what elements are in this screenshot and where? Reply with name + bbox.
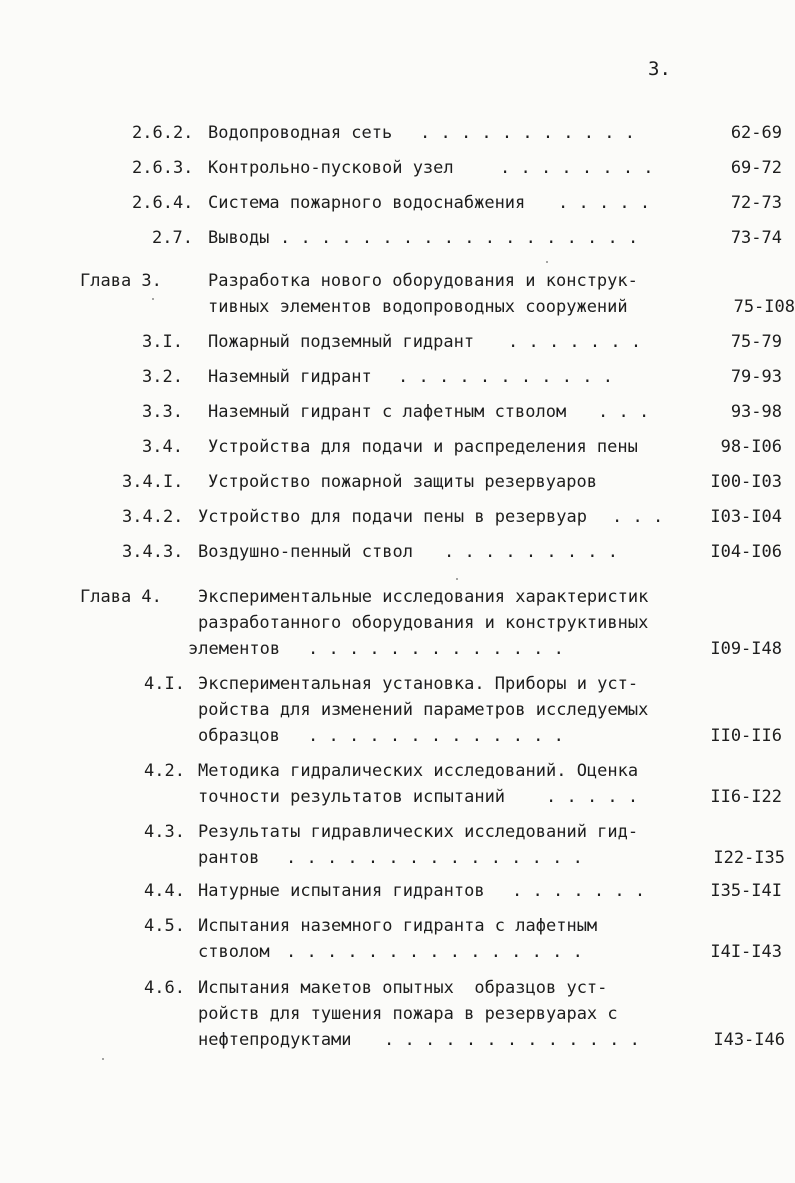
dot-leader: . . . . . . . . . — [444, 542, 618, 562]
toc-title: Устройство для подачи пены в резервуар — [198, 507, 587, 527]
toc-number: 4.3. — [144, 822, 185, 842]
toc-title-line: ройства для изменений параметров исследуемых — [198, 700, 649, 720]
dot-leader: . . . . . . . . . . . . . — [384, 1030, 640, 1050]
dot-leader: . . . . . . . . . . . . . . . — [286, 848, 583, 868]
toc-title: Наземный гидрант с лафетным стволом — [208, 402, 567, 422]
toc-title: Система пожарного водоснабжения — [208, 193, 526, 213]
chapter-title-line: Разработка нового оборудования и конструк- — [208, 271, 638, 291]
toc-pages: 69-72 — [730, 158, 782, 178]
toc-title: Водопроводная сеть — [208, 123, 393, 143]
toc-number: 3.4.2. — [122, 507, 184, 527]
toc-title: Устройства для подачи и распределения пены — [208, 437, 638, 457]
toc-number: 3.4. — [142, 437, 183, 457]
toc-number: 4.4. — [144, 881, 185, 901]
toc-pages: 62-69 — [730, 123, 782, 143]
toc-number: 4.I. — [144, 674, 185, 694]
toc-pages: 75-I08 — [733, 297, 795, 317]
chapter-number: Глава 4. — [80, 587, 162, 607]
dot-leader: . . . . . . . . . . . . . — [308, 726, 564, 746]
dot-leader: . . . . . . . . . . . . . — [308, 639, 564, 659]
toc-title-line: Методика гидралических исследований. Оценка — [198, 761, 639, 781]
toc-title: Контрольно-пусковой узел — [208, 158, 454, 178]
toc-number: 2.6.3. — [132, 158, 194, 178]
toc-pages: I09-I48 — [710, 639, 782, 659]
toc-pages: 79-93 — [730, 367, 782, 387]
scan-speck — [102, 1058, 104, 1060]
toc-number: 4.6. — [144, 978, 185, 998]
toc-number: 4.2. — [144, 761, 185, 781]
toc-number: 3.I. — [142, 332, 183, 352]
toc-title: Воздушно-пенный ствол — [198, 542, 413, 562]
toc-number: 2.6.4. — [132, 193, 194, 213]
toc-title: Выводы — [208, 228, 270, 248]
toc-pages: 93-98 — [730, 402, 782, 422]
toc-title-line: стволом — [198, 942, 270, 962]
dot-leader: . . . . . . . . . . . — [420, 123, 635, 143]
toc-title-line: точности результатов испытаний — [198, 787, 506, 807]
toc-number: 4.5. — [144, 916, 185, 936]
toc-title-line: образцов — [198, 726, 280, 746]
dot-leader: . . . — [598, 402, 650, 422]
toc-pages: I4I-I43 — [710, 942, 782, 962]
dot-leader: . . . . . — [546, 787, 639, 807]
dot-leader: . . . . . . . . — [500, 158, 654, 178]
scan-speck — [546, 261, 548, 263]
toc-pages: II6-I22 — [710, 787, 782, 807]
toc-number: 3.4.3. — [122, 542, 184, 562]
toc-pages: I22-I35 — [713, 848, 785, 868]
toc-number: 3.3. — [142, 402, 183, 422]
toc-title: Наземный гидрант — [208, 367, 372, 387]
page-number: 3. — [648, 58, 671, 80]
chapter-title-line: Экспериментальные исследования характеристик — [198, 587, 649, 607]
toc-title-line: Результаты гидравлических исследований гид- — [198, 822, 639, 842]
toc-title-line: ройств для тушения пожара в резервуарах с — [198, 1004, 618, 1024]
chapter-number: Глава 3. — [80, 271, 162, 291]
toc-title-line: рантов — [198, 848, 260, 868]
toc-pages: 98-I06 — [720, 437, 782, 457]
toc-pages: 75-79 — [730, 332, 782, 352]
chapter-title-line: тивных элементов водопроводных сооружений — [208, 297, 628, 317]
toc-number: 2.6.2. — [132, 123, 194, 143]
toc-pages: I35-I4I — [710, 881, 782, 901]
toc-number: 2.7. — [152, 228, 193, 248]
toc-pages: I00-I03 — [710, 472, 782, 492]
toc-title-line: Испытания наземного гидранта с лафетным — [198, 916, 598, 936]
toc-pages: I04-I06 — [710, 542, 782, 562]
toc-number: 3.2. — [142, 367, 183, 387]
toc-title: Устройство пожарной защиты резервуаров — [208, 472, 597, 492]
dot-leader: . . . . . — [558, 193, 651, 213]
toc-pages: II0-II6 — [710, 726, 782, 746]
dot-leader: . . . . . . . . . . . . . . . — [286, 942, 583, 962]
dot-leader: . . . . . . . — [508, 332, 642, 352]
scan-speck — [456, 578, 458, 580]
toc-pages: 73-74 — [730, 228, 782, 248]
dot-leader: . . . . . . . . . . . — [398, 367, 613, 387]
toc-title: Натурные испытания гидрантов — [198, 881, 485, 901]
toc-title-line: нефтепродуктами — [198, 1030, 352, 1050]
chapter-title-line: разработанного оборудования и конструктивных — [198, 613, 649, 633]
toc-title-line: Экспериментальная установка. Приборы и уст- — [198, 674, 639, 694]
toc-title-line: Испытания макетов опытных образцов уст- — [198, 978, 608, 998]
dot-leader: . . . — [612, 507, 664, 527]
toc-pages: I03-I04 — [710, 507, 782, 527]
toc-pages: I43-I46 — [713, 1030, 785, 1050]
toc-title: Пожарный подземный гидрант — [208, 332, 475, 352]
dot-leader: . . . . . . . . . . . . . . . . . . — [280, 228, 639, 248]
chapter-title-line: элементов — [188, 639, 281, 659]
toc-pages: 72-73 — [730, 193, 782, 213]
dot-leader: . . . . . . . — [512, 881, 646, 901]
toc-number: 3.4.I. — [122, 472, 184, 492]
scan-speck — [152, 298, 154, 300]
